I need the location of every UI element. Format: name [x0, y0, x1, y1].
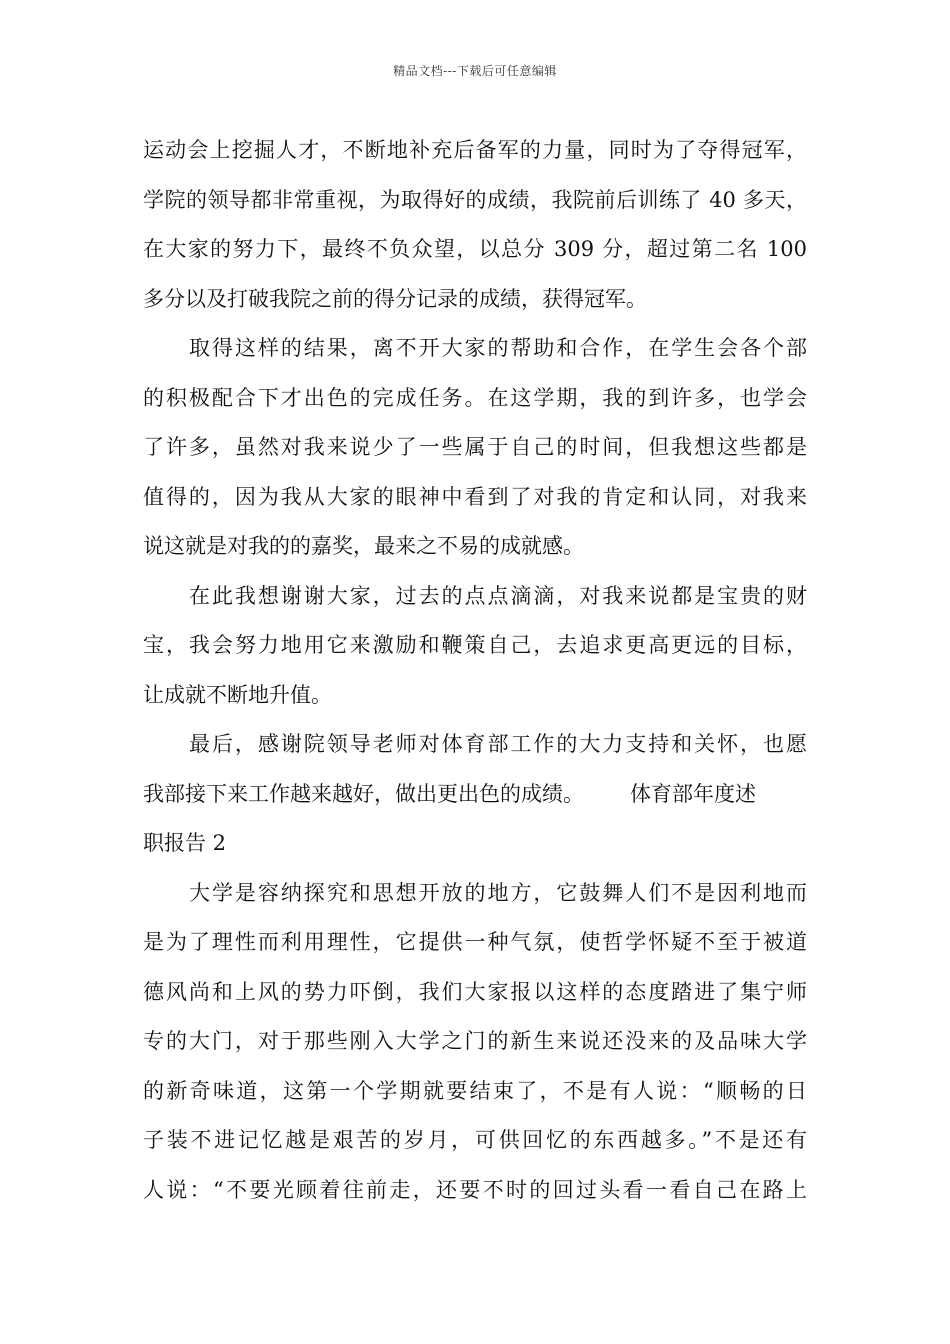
text-line: 宝，我会努力地用它来激励和鞭策自己，去追求更高更远的目标， [143, 633, 807, 657]
paragraph-end-text: 我部接下来工作越来越好，做出更出色的成绩。 [143, 781, 584, 806]
text-line: 在大家的努力下，最终不负众望，以总分 309 分，超过第二名 100 [143, 237, 807, 261]
document-body [143, 126, 807, 1215]
text-line: 运动会上挖掘人才，不断地补充后备军的力量，同时为了夺得冠军， [143, 138, 807, 162]
text-line: 让成就不断地升值。 [143, 682, 332, 707]
text-line: 取得这样的结果，离不开大家的帮助和合作，在学生会各个部 [189, 336, 807, 360]
text-line: 专的大门，对于那些刚入大学之门的新生来说还没来的及品味大学 [143, 1029, 807, 1053]
text-line: 的新奇味道，这第一个学期就要结束了，不是有人说：“顺畅的日 [143, 1078, 807, 1103]
text-line: 是为了理性而利用理性，它提供一种气氛，使哲学怀疑不至于被道 [143, 930, 807, 954]
text-line: 子装不进记忆越是艰苦的岁月，可供回忆的东西越多。”不是还有 [143, 1128, 807, 1152]
text-line: 德风尚和上风的势力吓倒，我们大家报以这样的态度踏进了集宁师 [143, 979, 807, 1004]
section-heading-part: 体育部年度述 [630, 781, 756, 806]
section-heading-continuation: 职报告 2 [143, 831, 227, 855]
text-line: 大学是容纳探究和思想开放的地方，它鼓舞人们不是因利地而 [189, 880, 807, 905]
text-line: 了许多，虽然对我来说少了一些属于自己的时间，但我想这些都是 [143, 435, 807, 459]
text-line: 值得的，因为我从大家的眼神中看到了对我的肯定和认同，对我来 [143, 484, 807, 509]
text-line: 的积极配合下才出色的完成任务。在这学期，我的到许多，也学会 [143, 385, 807, 410]
page-header: 精品文档---下载后可任意编辑 [393, 64, 557, 78]
text-line: 说这就是对我的的嘉奖，最来之不易的成就感。 [143, 534, 584, 558]
text-line: 在此我想谢谢大家，过去的点点滴滴，对我来说都是宝贵的财 [189, 583, 807, 608]
text-line: 人说：“不要光顾着往前走，还要不时的回过头看一看自己在路上 [143, 1177, 807, 1202]
text-line [143, 770, 807, 820]
text-line: 最后，感谢院领导老师对体育部工作的大力支持和关怀，也愿 [189, 732, 807, 756]
text-line: 学院的领导都非常重视，为取得好的成绩，我院前后训练了 40 多天， [143, 187, 807, 212]
text-line: 多分以及打破我院之前的得分记录的成绩，获得冠军。 [143, 286, 647, 311]
